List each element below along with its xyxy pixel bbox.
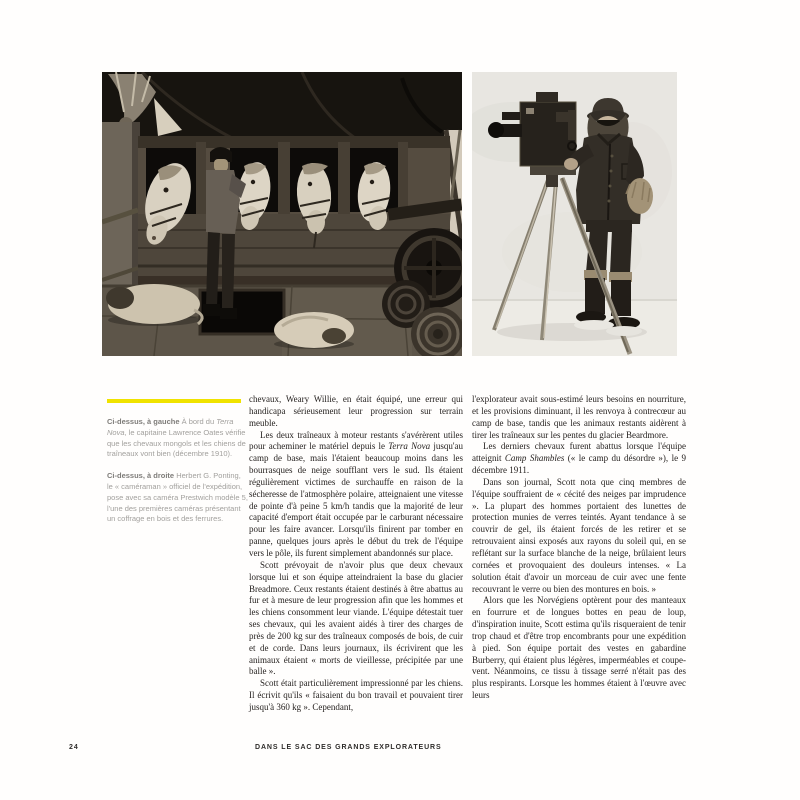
footer-title: DANS LE SAC DES GRANDS EXPLORATEURS [255, 744, 442, 751]
caption-lead: Ci-dessus, à droite [107, 471, 175, 481]
ponting-photo-illustration [472, 72, 677, 356]
body-paragraph: l'explorateur avait sous-estimé leurs besoins en nourriture, et les provisions diminuant, il les renvoya à contrecœur au camp de base, tandis que les animaux restants aidèrent à tirer les traîneaux sur les pentes du glacier Beardmore. [472, 394, 686, 440]
body-paragraph: Les derniers chevaux furent abattus lorsque l'équipe atteignit Camp Shambles (« le camp du désordre »), le 9 décembre 1911. [472, 441, 686, 476]
photo-caption: Ci-dessus, à gauche À bord du Terra Nova, le capitaine Lawrence Oates vérifie que les chevaux mongols et les chiens de traîneaux vont bien (décembre 1910). [107, 417, 246, 459]
photo-caption: Ci-dessus, à droite Herbert G. Ponting, le « caméraman » officiel de l'expédition, pose avec sa caméra Prestwich modèle 5, l'une des premières caméras présentant un coffrage en bois et des ferrures. [107, 471, 248, 524]
body-paragraph: Scott était particulièrement impressionné par les chiens. Il écrivit qu'ils « faisaient du bon travail et pouvaient tirer jusqu'à 360 kg ». Cependant, [249, 678, 463, 712]
page-number: 24 [69, 744, 79, 751]
dog-center [274, 312, 354, 349]
photo-ponies-terra-nova [102, 72, 462, 356]
caption-lead: Ci-dessus, à gauche [107, 417, 180, 426]
column-middle [249, 394, 463, 714]
body-paragraph: Les deux traîneaux à moteur restants s'avérèrent utiles pour acheminer le matériel depuis le Terra Nova jusqu'au camp de base, mais l'étaient beaucoup moins dans les bourrasques de neige soufflant vers le sud. Ils étaient régulièrement victimes de surchauffe en raison de la sécheresse de l'atmosphère polaire, atteignaient une vitesse de pointe d'à peine 5 km/h tandis que la majorité de leur capacité d'emport était occupée par le carburant nécessaire pour les faire avancer. Lorsqu'ils finirent par tomber en panne, quelques jours après le début du trek de l'équipe vers le pôle, ils furent simplement abandonnés sur place. [249, 429, 463, 558]
yellow-rule [107, 399, 241, 403]
body-paragraph: Alors que les Norvégiens optèrent pour des manteaux en fourrure et de longues bottes en peau de loup, d'inspiration inuite, Scott estima qu'ils risqueraient de tenir trop chaud et d'être trop encombrants pour une expédition à pied. Son équipe portait des vestes en gabardine Burberry, qui étaient plus légères, imperméables et coupe-vent. Néanmoins, ce tissu à tissage serré n'était pas des plus respirants. Lorsque les hommes étaient à l'œuvre avec leurs [472, 595, 686, 701]
body-paragraph: Scott prévoyait de n'avoir plus que deux chevaux lorsque lui et son équipe atteindraient la base du glacier Breadmore. Ceux restants étaient destinés à être abattus au fur et à mesure de leur progression afin que les hommes et les chiens consomment leur viande. L'équipe détestait tuer ses chevaux, qui les avaient aidés à tirer des charges de près de 200 kg sur des traîneaux composés de bois, de cuir et de corde. Dans leurs journaux, ils écrivirent que les animaux étaient « morts de vieillesse, précipitée par une balle ». [249, 559, 463, 677]
photo-ponting-camera [472, 72, 677, 356]
ponies-photo-illustration [102, 72, 462, 356]
body-paragraph: Dans son journal, Scott nota que cinq membres de l'équipe souffraient de « cécité des neiges par imprudence ». La plupart des hommes portaient des lunettes de protection munies de verres teintés. Ayant tendance à se couvrir de gel, ils étaient forcés de les retirer et se retrouvaient ainsi exposés aux rayons du soleil qui, en se reflétant sur la surface blanche de la neige, brûlaient leurs cornées et provoquaient des douleurs intenses. « La solution était d'avoir un morceau de cuir avec une fente recouvrant le verre ou bien des montures en bois. » [472, 476, 686, 594]
column-right [472, 394, 686, 702]
caption-block [107, 417, 248, 536]
body-paragraph: chevaux, Weary Willie, en était équipé, une erreur qui handicapa sérieusement leur progression sur terrain meuble. [249, 394, 463, 428]
